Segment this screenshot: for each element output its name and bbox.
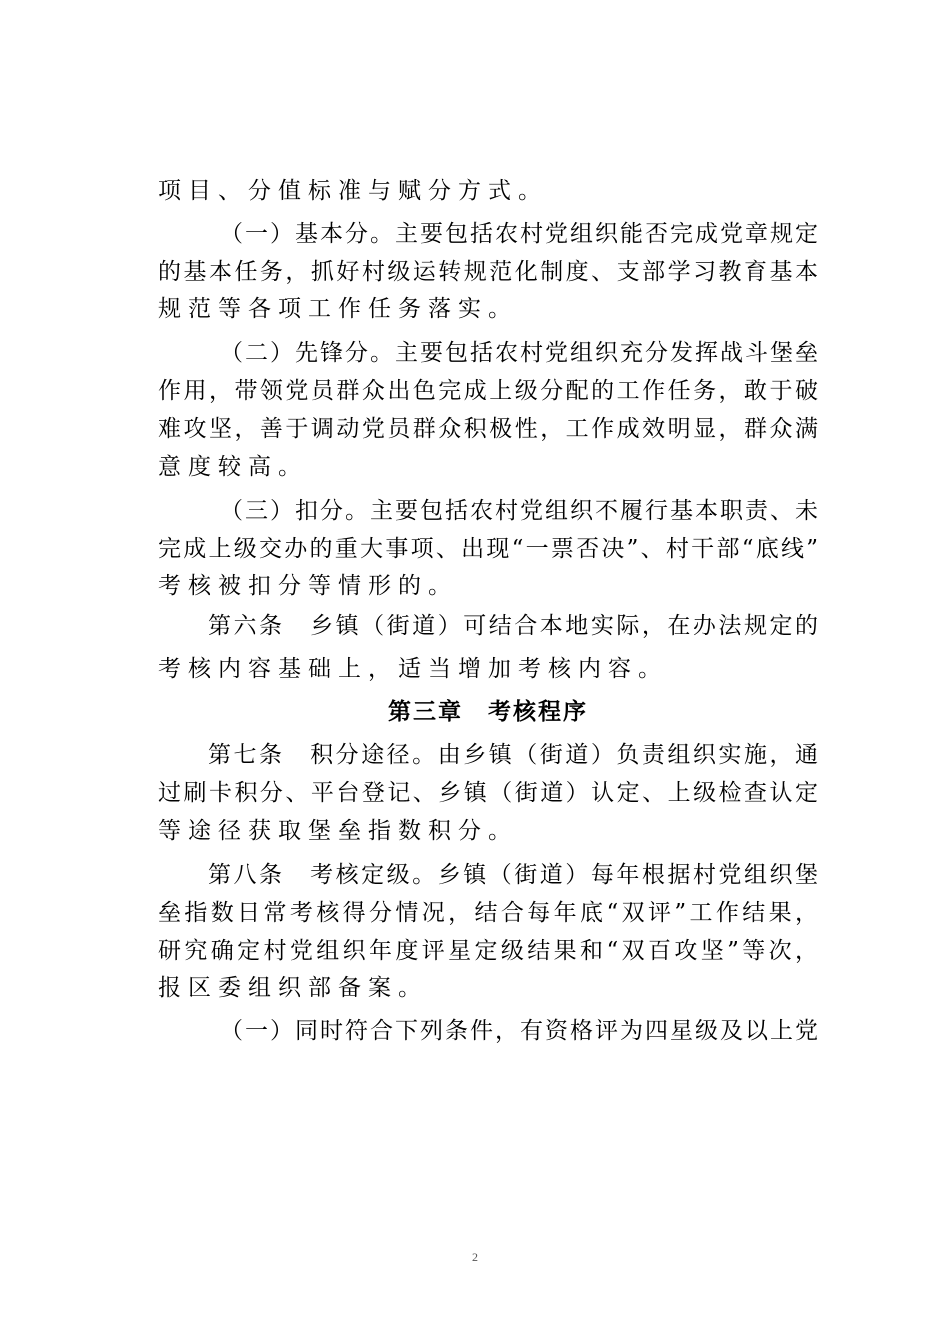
text-line: （一）基本分。主要包括农村党组织能否完成党章规定 <box>220 221 818 247</box>
text-line: （二）先锋分。主要包括农村党组织充分发挥战斗堡垒 <box>220 340 818 366</box>
text-line: 作用，带领党员群众出色完成上级分配的工作任务，敢于破 <box>158 378 818 404</box>
text-line: （三）扣分。主要包括农村党组织不履行基本职责、未 <box>220 498 818 524</box>
chapter-heading: 第三章 考核程序 <box>388 699 588 725</box>
page-number: 2 <box>472 1250 478 1264</box>
text-line: 第七条 积分途径。由乡镇（街道）负责组织实施，通 <box>208 742 818 768</box>
text-line: 研究确定村党组织年度评星定级结果和“双百攻坚”等次， <box>158 938 818 964</box>
text-line: 第六条 乡镇（街道）可结合本地实际，在办法规定的 <box>208 613 818 639</box>
text-line: 考核内容基础上，适当增加考核内容。 <box>158 656 668 682</box>
text-line: 规范等各项工作任务落实。 <box>158 296 518 322</box>
text-line: 考核被扣分等情形的。 <box>158 573 458 599</box>
text-line: （一）同时符合下列条件，有资格评为四星级及以上党 <box>220 1018 818 1044</box>
text-line: 项目、分值标准与赋分方式。 <box>158 178 548 204</box>
text-line: 完成上级交办的重大事项、出现“一票否决”、村干部“底线” <box>158 536 818 562</box>
text-line: 第八条 考核定级。乡镇（街道）每年根据村党组织堡 <box>208 862 818 888</box>
text-line: 意度较高。 <box>158 454 308 480</box>
text-line: 等途径获取堡垒指数积分。 <box>158 818 518 844</box>
text-line: 的基本任务，抓好村级运转规范化制度、支部学习教育基本 <box>158 259 818 285</box>
text-line: 垒指数日常考核得分情况，结合每年底“双评”工作结果， <box>158 900 818 926</box>
text-line: 报区委组织部备案。 <box>158 975 428 1001</box>
text-line: 难攻坚，善于调动党员群众积极性，工作成效明显，群众满 <box>158 416 818 442</box>
text-line: 过刷卡积分、平台登记、乡镇（街道）认定、上级检查认定 <box>158 780 818 806</box>
